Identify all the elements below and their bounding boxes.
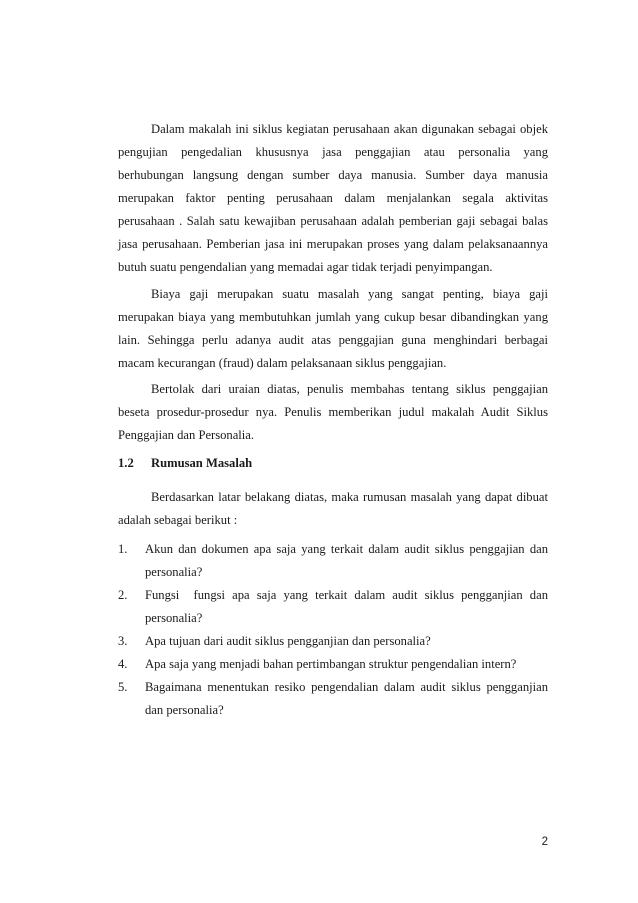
text-line: Biaya gaji merupakan suatu masalah yang sangat penting, biaya gaji: [151, 287, 548, 301]
text-line: personalia?: [145, 565, 203, 579]
text-line: Akun dan dokumen apa saja yang terkait dalam audit siklus penggajian dan: [145, 542, 548, 556]
text-line: Penggajian dan Personalia.: [118, 428, 255, 442]
text-line: macam kecurangan (fraud) dalam pelaksanaan siklus penggajian.: [118, 356, 447, 370]
text-line: merupakan faktor penting perusahaan dalam menjalankan segala aktivitas: [118, 191, 548, 205]
text-line: beseta prosedur-prosedur nya. Penulis memberikan judul makalah Audit Siklus: [118, 405, 548, 419]
text-line: Bagaimana menentukan resiko pengendalian dalam audit siklus pengganjian: [145, 680, 548, 694]
problem-list: [118, 538, 548, 722]
text-line: Dalam makalah ini siklus kegiatan perusahaan akan digunakan sebagai objek: [151, 122, 548, 136]
text-line: jasa perusahaan. Pemberian jasa ini merupakan proses yang dalam pelaksanaannya: [118, 237, 548, 251]
list-item: [118, 676, 548, 722]
list-marker: 5.: [118, 680, 128, 694]
section-heading: [118, 452, 548, 475]
page-number: 2: [541, 836, 548, 848]
list-marker: 3.: [118, 634, 128, 648]
paragraph-bertolak: [118, 378, 548, 447]
text-line: dan personalia?: [145, 703, 224, 717]
text-line: personalia?: [145, 611, 203, 625]
section-number: 1.2: [118, 456, 134, 470]
section-title: Rumusan Masalah: [151, 456, 253, 470]
text-line: perusahaan . Salah satu kewajiban perusahaan adalah pemberian gaji sebagai balas: [118, 214, 548, 228]
text-line: Berdasarkan latar belakang diatas, maka rumusan masalah yang dapat dibuat: [151, 490, 548, 504]
text-line: Apa saja yang menjadi bahan pertimbangan struktur pengendalian intern?: [145, 657, 517, 671]
text-line: Fungsi fungsi apa saja yang terkait dalam audit siklus pengganjian dan: [145, 588, 548, 602]
text-line: berhubungan langsung dengan sumber daya manusia. Sumber daya manusia: [118, 168, 548, 182]
list-item: [118, 538, 548, 584]
paragraph-berdasarkan: [118, 486, 548, 532]
text-line: Bertolak dari uraian diatas, penulis membahas tentang siklus penggajian: [151, 382, 548, 396]
text-line: merupakan biaya yang membutuhkan jumlah yang cukup besar dibandingkan yang: [118, 310, 548, 324]
paragraph-biaya-gaji: [118, 283, 548, 375]
list-item: [118, 630, 548, 653]
list-item: [118, 653, 548, 676]
list-marker: 1.: [118, 542, 128, 556]
text-line: Apa tujuan dari audit siklus pengganjian dan personalia?: [145, 634, 431, 648]
paragraph-intro: [118, 118, 548, 279]
list-marker: 4.: [118, 657, 128, 671]
list-item: [118, 584, 548, 630]
list-marker: 2.: [118, 588, 128, 602]
text-line: pengujian pengedalian khususnya jasa penggajian atau personalia yang: [118, 145, 548, 159]
text-line: butuh suatu pengendalian yang memadai agar tidak terjadi penyimpangan.: [118, 260, 493, 274]
text-line: adalah sebagai berikut :: [118, 513, 238, 527]
text-line: lain. Sehingga perlu adanya audit atas penggajian guna menghindari berbagai: [118, 333, 548, 347]
